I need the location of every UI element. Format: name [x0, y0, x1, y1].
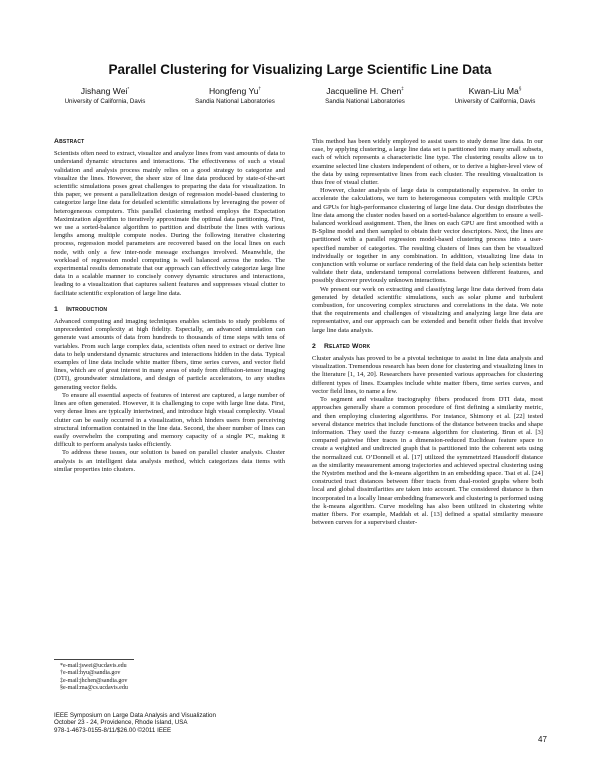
author-affiliation: Sandia National Laboratories — [325, 98, 405, 105]
section-heading-introduction: 1 Introduction — [54, 305, 108, 313]
paragraph: However, cluster analysis of large data is computationally expensive. In order to accelerate the calculations, we turn to heterogeneous computers with multiple CPUs and GPUs for high-performance clustering of large line data. Our design distributes the line data among the cluster nodes based on a sorted-balance algorithm to ensure a well-balanced workload assignment. Then, the lines on each GPU are first smoothed with a B-Spline model and then sampled to obtain their vector descriptors. Next, the lines are partitioned with a parallel regression model-based clustering process into a user-specified number of categories. The resulting clusters of lines can then be visualized individually or together in any combination. In addition, visualizing line data in conjunction with volume or surface rendering of the field data can help scientists better validate their data, understand temporal correlations between different features, and possibly discover previously unknown interactions. — [312, 187, 543, 285]
author-affiliation: University of California, Davis — [454, 98, 536, 105]
conference-info — [54, 712, 285, 734]
author-name: Kwan-Liu Ma — [468, 86, 519, 96]
abstract-text: Scientists often need to extract, visualize and analyze lines from vast amounts of data to understand dynamic structures and interactions. The effectiveness of such a visual validation and analysis process mainly relies on a good strategy to categorize and visualize the lines. However, the sheer size of line data produced by state-of-the-art scientific simulations poses great challenges to preparing the data for visualization. In this paper, we present a parallelization design of regression model-based clustering to categorize large line data for detailed scientific simulations by leveraging the power of heterogeneous computers. This parallel clustering method employs the Expectation Maximization algorithm to iteratively approximate the optimal data partitioning. First, we use a sorted-balance algorithm to partition and distribute the lines with various lengths among multiple compute nodes. During the following iterative clustering process, regression model parameters are recovered based on the local lines on each node, with only a few inter-node message exchanges involved. Meanwhile, the workload of regression model computing is well balanced across the nodes. The experimental results demonstrate that our approach can effectively categorize large line data in a scalable manner to concisely convey dynamic structures and interactions, leading to a visualization that captures salient features and suppresses visual clutter to facilitate scientific exploration of large line data. — [54, 150, 285, 297]
paragraph: This method has been widely employed to assist users to study dense line data. In our case, by applying clustering, a large line data set is partitioned into many small subsets, each of which represents a characteristic line type. The clustering results allow us to examine selected line clusters independent of others, or to derive a higher-level view of the data by using representative lines from each cluster. The resulting visualization is thus free of visual clutter. — [312, 138, 543, 187]
conference-line: October 23 - 24, Providence, Rhode Island, USA — [54, 719, 188, 727]
author-block — [430, 86, 560, 105]
author-mark: § — [518, 86, 522, 92]
author-affiliation: Sandia National Laboratories — [195, 98, 275, 105]
author-mark: * — [127, 86, 130, 92]
right-column — [312, 138, 543, 527]
abstract-heading: Abstract — [54, 138, 85, 145]
paragraph: We present our work on extracting and classifying large line data derived from data generated by detailed scientific simulations, such as solar plume and turbulent combustion, for uncovering complex structures and correlations in the data. We note that the requirements and challenges of visualizing and analyzing large line data are representative, and our approach can be extended and benefit other fields that involve large line data analysis. — [312, 285, 543, 334]
author-block — [40, 86, 170, 105]
author-block — [170, 86, 300, 105]
paragraph: To segment and visualize tractography fibers produced from DTI data, most approaches generally share a common procedure of first defining a similarity metric, and then employing clustering algorithms. For instance, Shimony et al. [22] tested several distance metrics that include functions of the distance between tracks and shape information. They used the fuzzy c-means algorithm for clustering. Brun et al. [3] compared pairwise fiber traces in a dimension-reduced Euclidean feature space to create a weighted and undirected graph that is partitioned into the coherent sets using the normalized cut. O’Donnell et al. [17] utilized the symmetrized Hausdorff distance as the similarity measurement among trajectories and achieved spectral clustering using the Nyström method and the k-means algorithm in an embedding space. Tsai et al. [24] constructed tract distances between fiber tracts from dual-rooted graphs where both local and global dissimilarities are taken into account. The considered distance is then incorporated in a locally linear embedding framework and clustering is performed using the k-means algorithm. Curve modeling has also been utilized in clustering white matter fibers. For example, Maddah et al. [13] defined a spatial similarity measure between curves for a supervised cluster- — [312, 396, 543, 527]
author-list — [40, 86, 560, 105]
footnotes — [54, 659, 285, 693]
author-name: Jishang Wei — [80, 86, 128, 96]
author-mark: ‡ — [401, 86, 404, 92]
paragraph: To address these issues, our solution is based on parallel cluster analysis. Cluster analysis is an intelligent data analysis method, which categorizes data items with similar properties into clusters. — [54, 449, 285, 473]
paragraph: Advanced computing and imaging techniques enables scientists to study problems of unprecedented complexity at high fidelity. Especially, an advanced simulation can generate vast amounts of data from hundreds to thousands of time steps with tens of variables. From such large complex data, scientists often need to extract or derive line data to help understand dynamic structures and interactions hidden in the data. Typical examples of line data include white matter fibers, time series curves, and vector field lines, which are of great interest in many areas of study from diffusion-tensor imaging (DTI), groundwater simulations, and design of particle accelerators, to any studies generating vector fields. — [54, 318, 285, 391]
author-name: Jacqueline H. Chen — [326, 86, 402, 96]
author-block — [300, 86, 430, 105]
paper-title: Parallel Clustering for Visualizing Large Scientific Line Data — [108, 62, 492, 77]
footnote: †e-mail:hyu@sandia.gov — [60, 670, 121, 677]
page-number: 47 — [538, 735, 547, 744]
footnote: §e-mail:ma@cs.ucdavis.edu — [60, 685, 128, 692]
paragraph: To ensure all essential aspects of features of interest are captured, a large number of lines are often generated. However, it is challenging to cope with large line data. First, very dense lines are typically intertwined, and introduce high visual complexity. Visual clutter can be easily occurred in a visualization, which hinders users from perceiving structural information contained in the line data. Second, the sheer number of lines can easily overwhelm the computing and memory capacity of a single PC, making it difficult to perform analysis tasks efficiently. — [54, 391, 285, 449]
paragraph: Cluster analysis has proved to be a pivotal technique to assist in line data analysis and visualization. Tremendous research has been done for clustering and visualizing lines in the literature [1, 14, 20]. Researchers have presented various approaches for clustering different types of lines. Examples include white matter fibers, time series curves, and vector field lines, to name a few. — [312, 355, 543, 395]
author-name: Hongfeng Yu — [208, 86, 259, 96]
section-heading-related-work: 2 Related Work — [312, 342, 371, 350]
footnote-rule — [54, 659, 134, 660]
footnote: ‡e-mail:jhchen@sandia.gov — [60, 677, 128, 684]
conference-line: 978-1-4673-0155-8/11/$26.00 ©2011 IEEE — [54, 726, 172, 734]
author-affiliation: University of California, Davis — [64, 98, 146, 105]
author-mark: † — [258, 86, 262, 92]
footnote: *e-mail:jswei@ucdavis.edu — [60, 663, 127, 669]
conference-line: IEEE Symposium on Large Data Analysis and Visualization — [54, 712, 216, 719]
left-column — [54, 138, 285, 474]
